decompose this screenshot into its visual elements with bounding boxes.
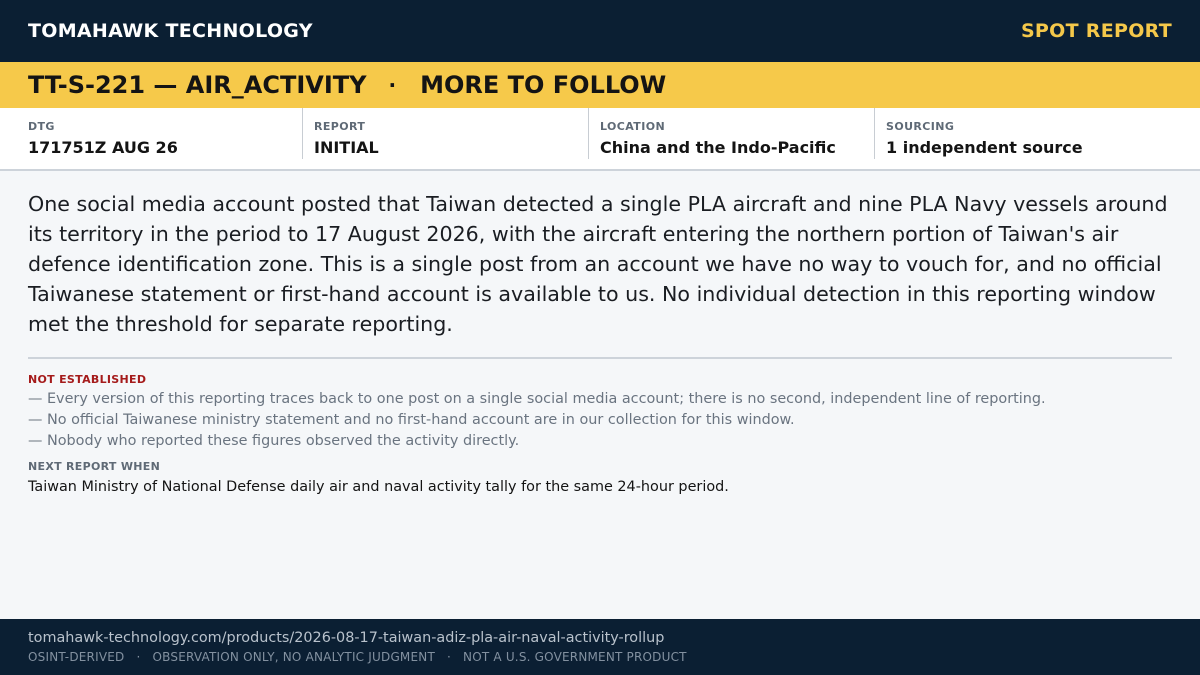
report-id-topic: TT-S-221 — AIR_ACTIVITY [28,71,367,99]
not-established-list [28,389,1172,452]
next-report-label: NEXT REPORT WHEN [28,460,161,473]
meta-location [588,108,874,159]
meta-value: INITIAL [314,138,379,157]
footer-tag: OBSERVATION ONLY, NO ANALYTIC JUDGMENT [152,650,435,664]
tag-separator: · [447,650,452,664]
meta-value: China and the Indo-Pacific [600,138,836,157]
meta-report [302,108,588,159]
metadata-row [0,108,1200,171]
next-report-text: Taiwan Ministry of National Defense daily air and naval activity tally for the same 24-hour period. [28,479,729,495]
meta-value: 171751Z AUG 26 [28,138,178,157]
banner-separator: · [388,73,397,97]
tag-separator: · [136,650,141,664]
footer-bar [0,619,1200,675]
footer-tag: OSINT-DERIVED [28,650,125,664]
report-type-label: SPOT REPORT [1020,20,1172,42]
list-item: — Every version of this reporting traces back to one post on a single social media account; there is no second, independent line of reporting. [28,391,1046,407]
meta-label: REPORT [314,120,366,133]
meta-label: SOURCING [886,120,955,133]
footer-tag: NOT A U.S. GOVERNMENT PRODUCT [463,650,687,664]
section-divider [28,357,1172,359]
product-url-link[interactable]: tomahawk-technology.com/products/2026-08-17-taiwan-adiz-pla-air-naval-activity-rollup [28,630,665,646]
not-established-label: NOT ESTABLISHED [28,373,147,386]
meta-value: 1 independent source [886,138,1083,157]
meta-dtg [28,108,302,159]
meta-label: DTG [28,120,55,133]
list-item: — No official Taiwanese ministry statement and no first-hand account are in our collection for this window. [28,412,795,428]
meta-label: LOCATION [600,120,666,133]
meta-sourcing [874,108,1160,159]
top-header-bar [0,0,1200,62]
list-item: — Nobody who reported these figures observed the activity directly. [28,433,520,449]
footer-tags [28,650,1172,664]
report-summary: One social media account posted that Taiwan detected a single PLA aircraft and nine PLA Navy vessels around its territory in the period to 17 August 2026, with the aircraft entering the northern portion of Taiwan's air defence identification zone. This is a single post from an account we have no way to vouch for, and no official Taiwanese statement or first-hand account is available to us. No individual detection in this reporting window met the threshold for separate reporting. [28,192,1168,336]
report-status: MORE TO FOLLOW [420,71,667,99]
report-title-banner [0,62,1200,108]
brand-name: TOMAHAWK TECHNOLOGY [28,20,313,42]
